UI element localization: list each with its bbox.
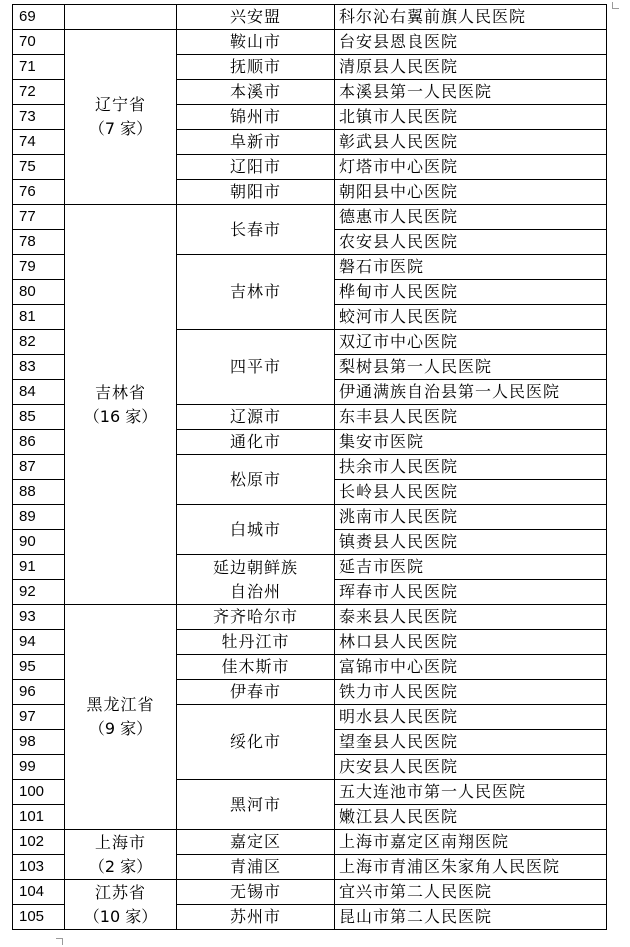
city-cell: 抚顺市 <box>177 55 335 80</box>
row-number: 102 <box>13 830 65 855</box>
city-cell: 黑河市 <box>177 780 335 830</box>
city-cell: 牡丹江市 <box>177 630 335 655</box>
row-number: 80 <box>13 280 65 305</box>
hospital-name: 富锦市中心医院 <box>335 655 607 680</box>
hospital-name: 宜兴市第二人民医院 <box>335 880 607 905</box>
row-number: 83 <box>13 355 65 380</box>
hospital-name: 延吉市医院 <box>335 555 607 580</box>
row-number: 70 <box>13 30 65 55</box>
row-number: 91 <box>13 555 65 580</box>
city-cell: 青浦区 <box>177 855 335 880</box>
row-number: 97 <box>13 705 65 730</box>
hospital-name: 望奎县人民医院 <box>335 730 607 755</box>
province-hospital-count: （7 家） <box>88 119 153 138</box>
city-cell: 无锡市 <box>177 880 335 905</box>
row-number: 98 <box>13 730 65 755</box>
hospital-name: 东丰县人民医院 <box>335 405 607 430</box>
province-cell <box>65 830 177 880</box>
city-cell: 白城市 <box>177 505 335 555</box>
row-number: 89 <box>13 505 65 530</box>
row-number: 72 <box>13 80 65 105</box>
province-cell <box>65 605 177 830</box>
row-number: 86 <box>13 430 65 455</box>
hospital-name: 朝阳县中心医院 <box>335 180 607 205</box>
hospital-table <box>12 4 607 930</box>
table-row <box>13 880 607 905</box>
row-number: 88 <box>13 480 65 505</box>
hospital-name: 科尔沁右翼前旗人民医院 <box>335 5 607 30</box>
city-cell: 锦州市 <box>177 105 335 130</box>
row-number: 104 <box>13 880 65 905</box>
hospital-name: 德惠市人民医院 <box>335 205 607 230</box>
hospital-name: 铁力市人民医院 <box>335 680 607 705</box>
row-number: 84 <box>13 380 65 405</box>
hospital-name: 集安市医院 <box>335 430 607 455</box>
hospital-name: 长岭县人民医院 <box>335 480 607 505</box>
row-number: 95 <box>13 655 65 680</box>
province-name: 江苏省 <box>94 882 146 902</box>
hospital-name: 林口县人民医院 <box>335 630 607 655</box>
hospital-name: 珲春市人民医院 <box>335 580 607 605</box>
city-cell: 齐齐哈尔市 <box>177 605 335 630</box>
city-cell: 阜新市 <box>177 130 335 155</box>
province-cell <box>65 30 177 205</box>
table-row <box>13 605 607 630</box>
city-cell: 松原市 <box>177 455 335 505</box>
row-number: 73 <box>13 105 65 130</box>
hospital-name: 北镇市人民医院 <box>335 105 607 130</box>
hospital-name: 灯塔市中心医院 <box>335 155 607 180</box>
hospital-name: 本溪县第一人民医院 <box>335 80 607 105</box>
hospital-name: 桦甸市人民医院 <box>335 280 607 305</box>
city-cell: 四平市 <box>177 330 335 405</box>
hospital-name: 五大连池市第一人民医院 <box>335 780 607 805</box>
city-cell: 辽源市 <box>177 405 335 430</box>
hospital-name: 上海市嘉定区南翔医院 <box>335 830 607 855</box>
row-number: 81 <box>13 305 65 330</box>
hospital-name: 伊通满族自治县第一人民医院 <box>335 380 607 405</box>
hospital-name: 庆安县人民医院 <box>335 755 607 780</box>
row-number: 100 <box>13 780 65 805</box>
hospital-name: 台安县恩良医院 <box>335 30 607 55</box>
hospital-name: 洮南市人民医院 <box>335 505 607 530</box>
province-name: 黑龙江省 <box>86 695 155 714</box>
hospital-name: 明水县人民医院 <box>335 705 607 730</box>
row-number: 96 <box>13 680 65 705</box>
hospital-name: 彰武县人民医院 <box>335 130 607 155</box>
city-cell: 佳木斯市 <box>177 655 335 680</box>
city-cell: 吉林市 <box>177 255 335 330</box>
hospital-name: 昆山市第二人民医院 <box>335 905 607 930</box>
hospital-name: 清原县人民医院 <box>335 55 607 80</box>
province-hospital-count: （2 家） <box>88 856 153 876</box>
city-cell: 延边朝鲜族 自治州 <box>177 555 335 605</box>
row-number: 92 <box>13 580 65 605</box>
row-number: 85 <box>13 405 65 430</box>
row-number: 99 <box>13 755 65 780</box>
row-number: 87 <box>13 455 65 480</box>
hospital-name: 农安县人民医院 <box>335 230 607 255</box>
province-cell <box>65 5 177 30</box>
province-name: 上海市 <box>94 832 146 852</box>
hospital-name: 镇赉县人民医院 <box>335 530 607 555</box>
city-cell: 嘉定区 <box>177 830 335 855</box>
city-cell: 朝阳市 <box>177 180 335 205</box>
page-corner-mark <box>56 938 63 945</box>
hospital-list-sheet <box>12 4 607 930</box>
row-number: 76 <box>13 180 65 205</box>
hospital-name: 泰来县人民医院 <box>335 605 607 630</box>
row-number: 77 <box>13 205 65 230</box>
hospital-name: 嫩江县人民医院 <box>335 805 607 830</box>
table-row <box>13 205 607 230</box>
row-number: 93 <box>13 605 65 630</box>
hospital-name: 蛟河市人民医院 <box>335 305 607 330</box>
province-hospital-count: （10 家） <box>83 906 158 926</box>
city-cell: 长春市 <box>177 205 335 255</box>
row-number: 75 <box>13 155 65 180</box>
city-cell: 通化市 <box>177 430 335 455</box>
row-number: 94 <box>13 630 65 655</box>
row-number: 79 <box>13 255 65 280</box>
hospital-name: 扶余市人民医院 <box>335 455 607 480</box>
city-cell: 辽阳市 <box>177 155 335 180</box>
hospital-name: 磐石市医院 <box>335 255 607 280</box>
row-number: 74 <box>13 130 65 155</box>
province-name: 吉林省 <box>94 382 146 402</box>
province-hospital-count: （9 家） <box>88 719 153 738</box>
row-number: 78 <box>13 230 65 255</box>
city-cell: 本溪市 <box>177 80 335 105</box>
city-cell: 苏州市 <box>177 905 335 930</box>
table-row <box>13 30 607 55</box>
province-cell <box>65 205 177 605</box>
province-cell <box>65 880 177 930</box>
row-number: 103 <box>13 855 65 880</box>
row-number: 69 <box>13 5 65 30</box>
hospital-table-body <box>13 5 607 930</box>
province-name: 辽宁省 <box>94 95 146 114</box>
city-cell: 鞍山市 <box>177 30 335 55</box>
city-cell: 绥化市 <box>177 705 335 780</box>
table-row <box>13 830 607 855</box>
row-number: 90 <box>13 530 65 555</box>
page-corner-mark <box>612 2 619 9</box>
hospital-name: 梨树县第一人民医院 <box>335 355 607 380</box>
table-row <box>13 5 607 30</box>
province-hospital-count: （16 家） <box>83 406 158 426</box>
hospital-name: 上海市青浦区朱家角人民医院 <box>335 855 607 880</box>
city-cell: 兴安盟 <box>177 5 335 30</box>
row-number: 71 <box>13 55 65 80</box>
row-number: 101 <box>13 805 65 830</box>
row-number: 82 <box>13 330 65 355</box>
row-number: 105 <box>13 905 65 930</box>
city-cell: 伊春市 <box>177 680 335 705</box>
hospital-name: 双辽市中心医院 <box>335 330 607 355</box>
